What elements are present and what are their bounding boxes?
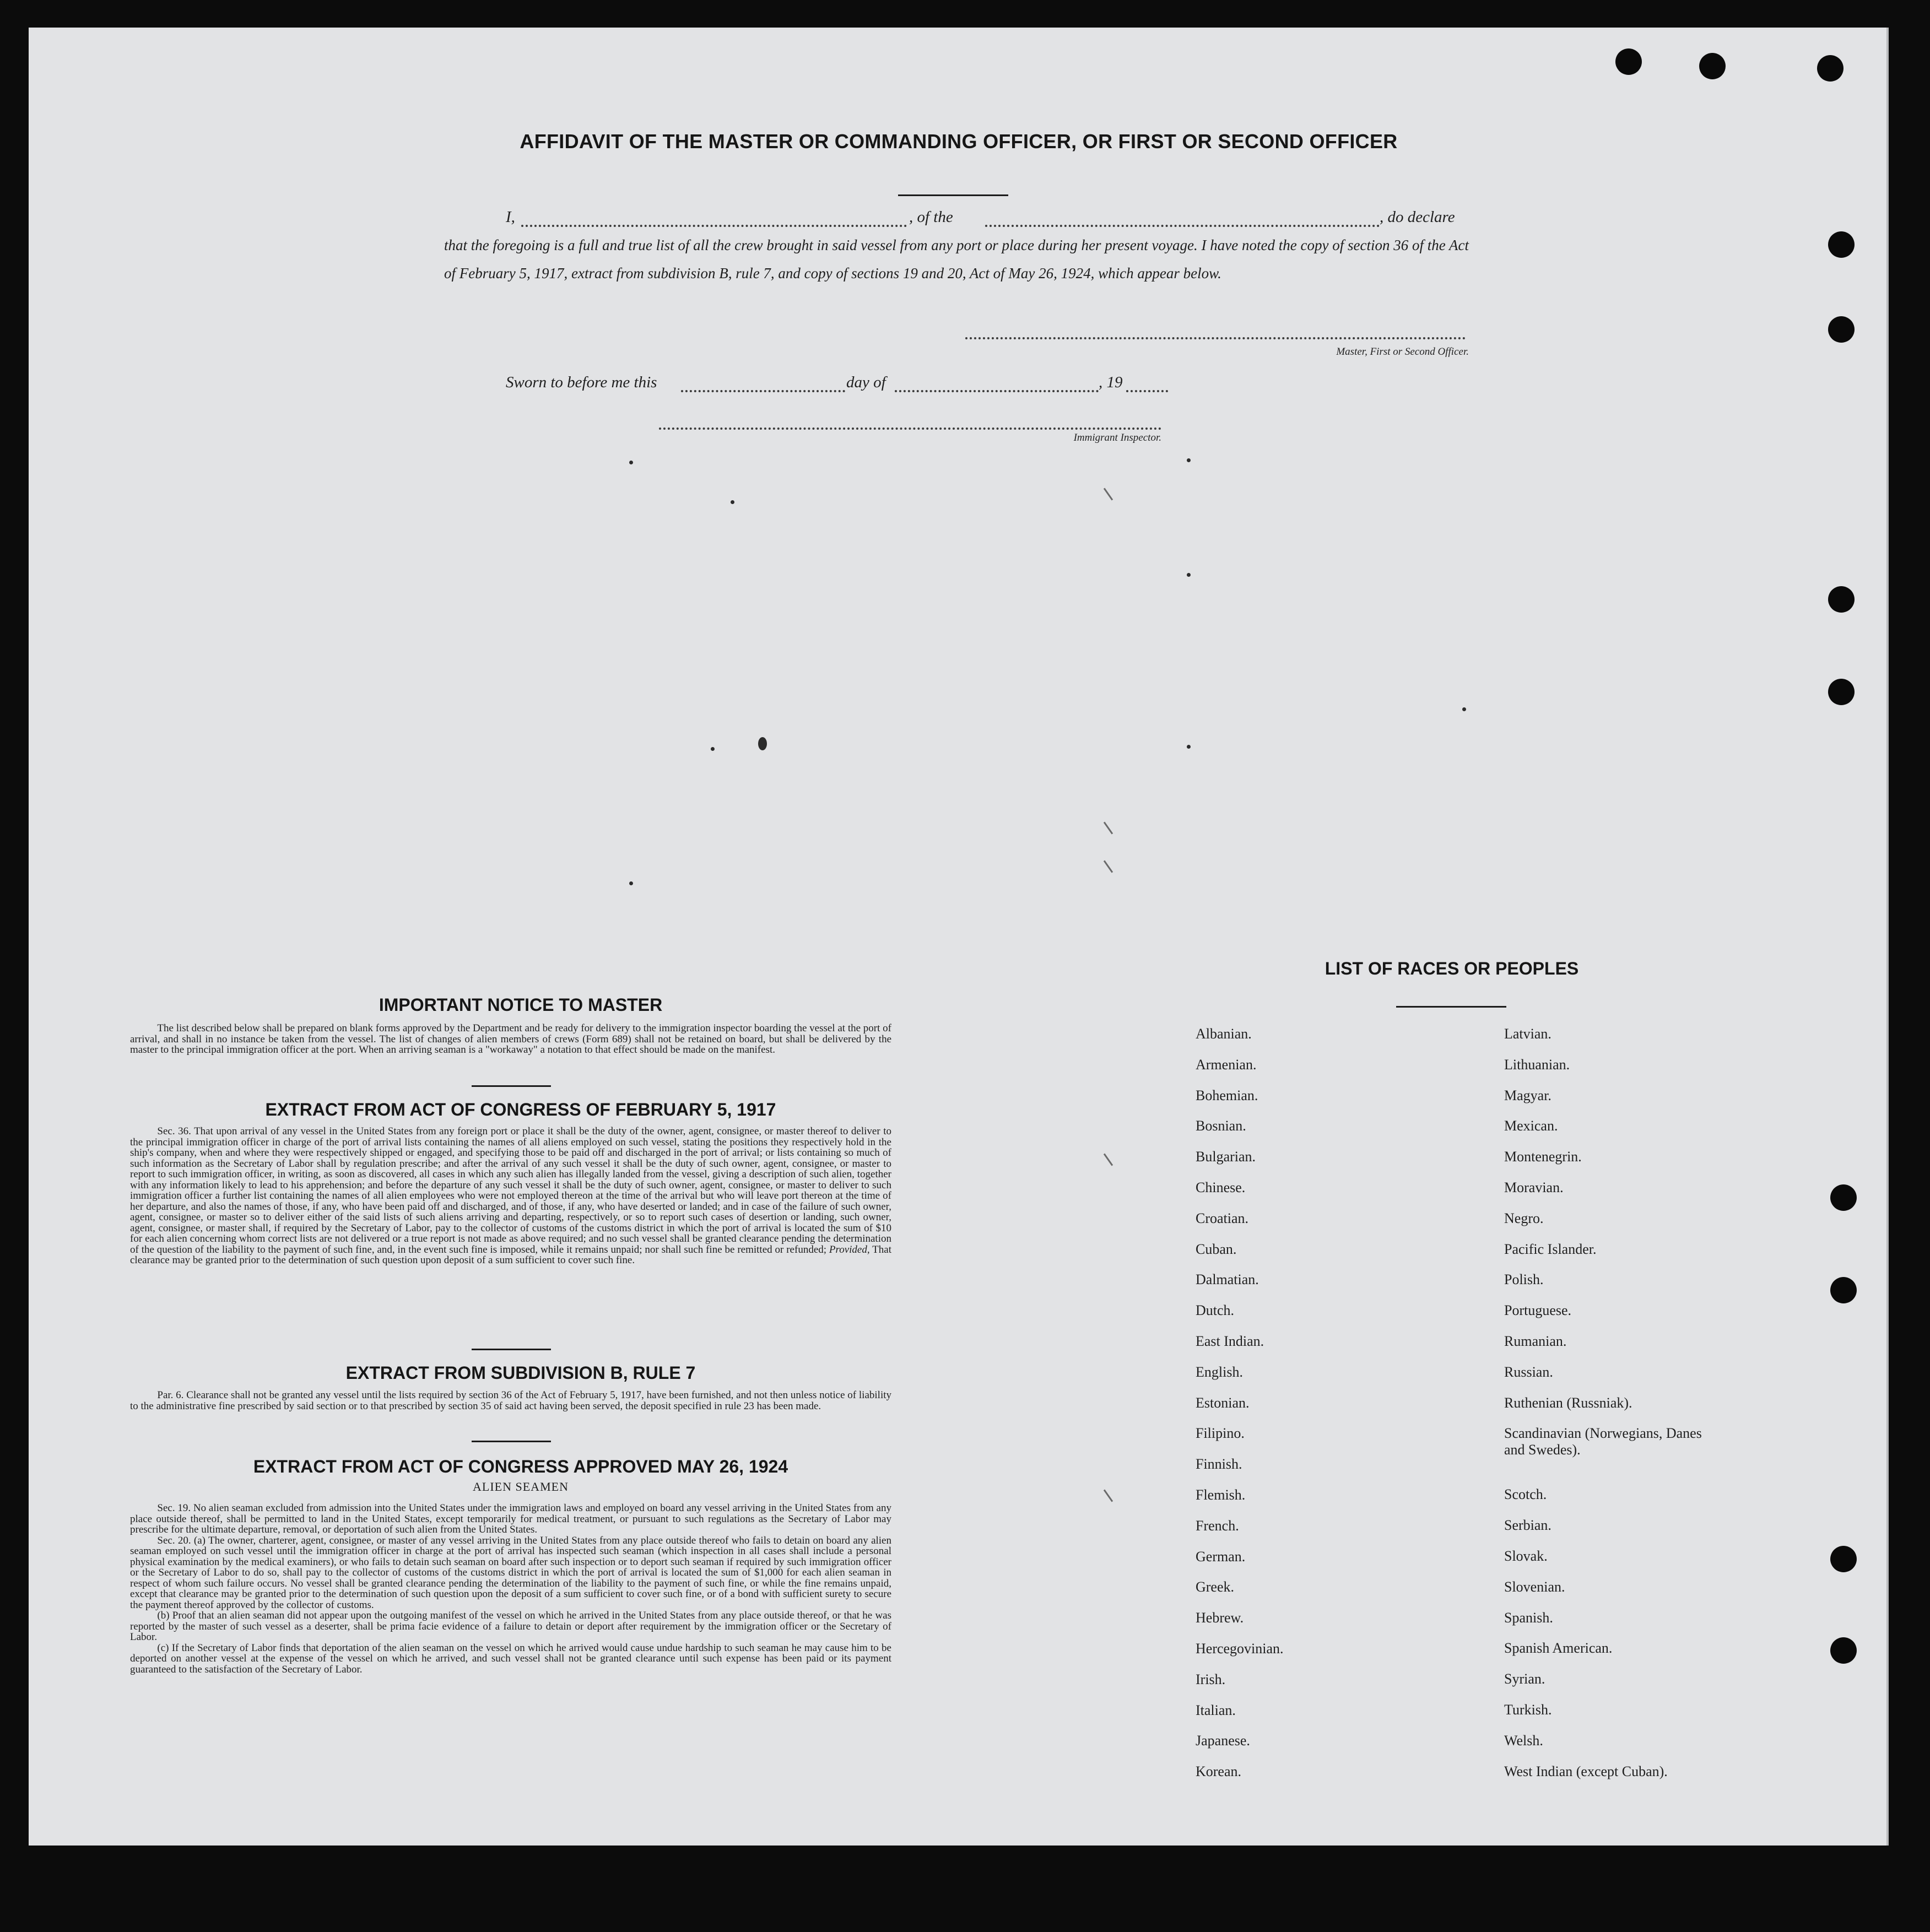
races-right-column [1504, 1026, 1736, 1794]
race-item: Negro. [1504, 1210, 1544, 1226]
inspector-caption: Immigrant Inspector. [1073, 432, 1161, 443]
race-item: Dutch. [1196, 1302, 1235, 1319]
punch-hole [1828, 231, 1855, 258]
race-item: Dalmatian. [1196, 1271, 1259, 1288]
day-of-label: day of [846, 374, 886, 391]
sworn-prefix: Sworn to before me this [506, 374, 657, 391]
race-item: Bosnian. [1196, 1118, 1246, 1134]
race-item: Rumanian. [1504, 1333, 1567, 1349]
act-1924-text [130, 1503, 891, 1675]
punch-hole [1828, 316, 1855, 343]
race-item: Scandinavian (Norwegians, Danes and Swedes). [1504, 1425, 1702, 1458]
punch-hole [1817, 55, 1843, 82]
punch-hole [1828, 679, 1855, 705]
race-item: Turkish. [1504, 1701, 1552, 1718]
race-item: Ruthenian (Russniak). [1504, 1394, 1632, 1411]
race-item: Armenian. [1196, 1056, 1257, 1073]
scan-speck [758, 737, 767, 750]
race-item: Albanian. [1196, 1026, 1252, 1042]
month-blank[interactable] [895, 390, 1099, 392]
race-item: Lithuanian. [1504, 1056, 1570, 1073]
do-declare-label: , do declare [1380, 208, 1455, 226]
race-item: Korean. [1196, 1763, 1242, 1780]
scan-speck [629, 461, 633, 464]
race-item: Welsh. [1504, 1732, 1543, 1749]
section-divider [472, 1085, 551, 1087]
race-item: Latvian. [1504, 1026, 1551, 1042]
notice-heading: IMPORTANT NOTICE TO MASTER [379, 995, 663, 1015]
scan-speck [629, 881, 633, 885]
master-signature-caption: Master, First or Second Officer. [1336, 346, 1469, 358]
race-item: East Indian. [1196, 1333, 1264, 1349]
race-item: Finnish. [1196, 1456, 1242, 1473]
title-divider [898, 194, 1008, 196]
race-item: English. [1196, 1363, 1243, 1380]
rule-7-heading: EXTRACT FROM SUBDIVISION B, RULE 7 [345, 1363, 696, 1383]
race-item: Mexican. [1504, 1118, 1558, 1134]
vessel-blank[interactable] [985, 225, 1380, 227]
section-divider [472, 1441, 551, 1442]
year-blank[interactable] [1126, 390, 1168, 392]
race-item: Filipino. [1196, 1425, 1245, 1442]
act-1924-sec-20b: (b) Proof that an alien seaman did not appear upon the outgoing manifest of the vessel on which he arrived in the United States from any place outside thereof, or that he was reported by the master of such vessel as a deserter, shall be prima facie evidence of a failure to detain or deport after requirement by the immigration officer or the Secretary of Labor. [130, 1610, 891, 1643]
scan-speck [1462, 707, 1466, 711]
race-item: German. [1196, 1548, 1246, 1565]
proviso-text: That clearance may be granted prior to the determination of such question upon deposit of a sum sufficient to cover such fine. [130, 1243, 891, 1266]
i-label: I, [506, 208, 515, 226]
race-item: Slovenian. [1504, 1578, 1565, 1595]
race-item: Slovak. [1504, 1547, 1548, 1564]
race-item: Hebrew. [1196, 1610, 1244, 1626]
race-item: Flemish. [1196, 1486, 1246, 1503]
punch-hole [1830, 1546, 1857, 1572]
proviso-label: Provided, [829, 1243, 870, 1255]
act-1924-heading: EXTRACT FROM ACT OF CONGRESS APPROVED MAY 26, 1924 [253, 1457, 788, 1476]
day-blank[interactable] [681, 390, 845, 392]
races-left-column [1196, 1026, 1460, 1794]
race-item: Scotch. [1504, 1486, 1547, 1503]
race-item: Chinese. [1196, 1179, 1246, 1195]
notice-text [130, 1023, 891, 1056]
scan-speck [731, 500, 734, 504]
rule-7-paragraph: Par. 6. Clearance shall not be granted any vessel until the lists required by section 36 of the Act of February 5, 1917, have been furnished, and not then unless notice of liability to the administrative fine prescribed by said section or to that prescribed by section 35 of said act having been served, the deposit specified in rule 23 has been made. [130, 1389, 891, 1412]
race-item: Cuban. [1196, 1241, 1237, 1257]
punch-hole [1830, 1637, 1857, 1664]
act-1924-sec-19: Sec. 19. No alien seaman excluded from admission into the United States under the immigration laws and employed on board any vessel arriving in the United States from any place outside thereof, shall be permitted to land in the United States, except temporarily for medical treatment, or pursuant to such regulations as the Secretary of Labor may prescribe for the ultimate departure, removal, or deportation of such alien from the United States. [130, 1502, 891, 1535]
inspector-signature-line[interactable] [659, 427, 1161, 430]
punch-hole [1830, 1277, 1857, 1303]
punch-hole [1615, 48, 1642, 75]
race-item: Portuguese. [1504, 1302, 1572, 1319]
affidavit-statement: that the foregoing is a full and true list of all the crew brought in said vessel from any port or place during her present voyage. I have noted the copy of section 36 of the Act of February 5, 1917, extract from subdivision B, rule 7, and copy of sections 19 and 20, Act of May 26, 1924, which appear below. [444, 237, 1469, 282]
race-item: Greek. [1196, 1579, 1235, 1595]
of-the-label: , of the [909, 208, 953, 226]
act-1917-section-36: Sec. 36. That upon arrival of any vessel in the United States from any foreign port or place it shall be the duty of the owner, agent, consignee, or master thereof to deliver to the principal immigration officer in charge of the port of arrival lists containing the names of all aliens employed on such vessel, stating the positions they respectively hold in the ship's company, when and where they were respectively shipped or engaged, and specifying those to be paid off and discharged in the port of arrival; or lists containing so much of such information as the Secretary of Labor shall by regulation prescribe; and after the arrival of any such vessel it shall be the duty of such owner, agent, consignee, or master to report to such immigration officer, in writing, as soon as discovered, all cases in which any such alien has illegally landed from the vessel, giving a description of such alien, together with any information likely to lead to his apprehension; and before the departure of any such vessel it shall be the duty of such owner, agent, consignee, or master to deliver to such immigration officer a further list containing the names of all alien employees who were not employed thereon at the time of the arrival but who will leave port thereon at the time of her departure, and also the names of those, if any, who have been paid off and discharged, and of those, if any, who have deserted or landed; and in case of the failure of such owner, agent, consignee, or master so to deliver either of the said lists of such aliens arriving and departing, respectively, or so to report such cases of desertion or landing, such owner, agent, consignee, or master shall, if required by the Secretary of Labor, pay to the collector of customs of the customs district in which the port of arrival is located the sum of $10 for each alien concerning whom correct lists are not delivered or a true report is not made as above required; and no such vessel shall be granted clearance pending the determination of the question of the liability to the payment of such fine, and, in the event such fine is imposed, while it remains unpaid; nor shall such fine be remitted or refunded; [130, 1125, 891, 1255]
act-1917-text [130, 1126, 891, 1266]
notice-paragraph: The list described below shall be prepared on blank forms approved by the Department and be ready for delivery to the immigration inspector boarding the vessel at the port of arrival, and shall in no instance be taken from the vessel. The list of changes of alien members of crews (Form 689) shall not be retained on board, but shall be delivered by the master to the principal immigration officer at the port. When an arriving seaman is a "workaway" a notation to that effect should be made on the manifest. [130, 1022, 891, 1056]
act-1917-heading: EXTRACT FROM ACT OF CONGRESS OF FEBRUARY 5, 1917 [265, 1100, 776, 1119]
race-item: Japanese. [1196, 1733, 1250, 1749]
section-divider [472, 1349, 551, 1350]
race-item: French. [1196, 1517, 1239, 1534]
races-title-divider [1396, 1006, 1506, 1008]
affidavit-title: AFFIDAVIT OF THE MASTER OR COMMANDING OFFICER, OR FIRST OR SECOND OFFICER [520, 130, 1398, 153]
scan-speck [711, 747, 715, 751]
scan-speck [1187, 458, 1191, 462]
race-item: Croatian. [1196, 1210, 1249, 1226]
race-item: Moravian. [1504, 1179, 1564, 1195]
race-item: Serbian. [1504, 1517, 1551, 1534]
scan-speck [1187, 573, 1191, 577]
year-label: , 19 [1099, 374, 1123, 391]
race-item: Bulgarian. [1196, 1149, 1256, 1165]
scan-speck [1187, 745, 1191, 749]
race-item: Polish. [1504, 1271, 1544, 1288]
act-1924-sec-20c: (c) If the Secretary of Labor finds that deportation of the alien seaman on the vessel on which he arrived would cause undue hardship to such seaman he may cause him to be deported on another vessel at the expense of the vessel on which he arrived, and such vessel shall not be granted clearance until such expense has been paid or its payment guaranteed to the satisfaction of the Secretary of Labor. [130, 1642, 891, 1675]
punch-hole [1830, 1184, 1857, 1211]
race-item: Spanish American. [1504, 1640, 1613, 1657]
race-item: Pacific Islander. [1504, 1241, 1597, 1257]
punch-hole [1699, 53, 1726, 79]
race-item: Russian. [1504, 1363, 1553, 1380]
race-item: Magyar. [1504, 1087, 1551, 1103]
race-item: Italian. [1196, 1702, 1236, 1718]
act-1917-paragraph [130, 1126, 891, 1266]
master-signature-line[interactable] [965, 337, 1466, 339]
race-item: Hercegovinian. [1196, 1640, 1284, 1657]
races-title: LIST OF RACES OR PEOPLES [1324, 959, 1579, 978]
race-item: Syrian. [1504, 1671, 1545, 1687]
race-item: Irish. [1196, 1671, 1226, 1687]
race-item: Spanish. [1504, 1609, 1553, 1626]
rule-7-text [130, 1390, 891, 1411]
race-item: Estonian. [1196, 1394, 1250, 1411]
name-blank[interactable] [521, 225, 907, 227]
punch-hole [1828, 586, 1855, 613]
race-item: Montenegrin. [1504, 1149, 1582, 1165]
alien-seamen-subheading: ALIEN SEAMEN [473, 1480, 569, 1493]
act-1924-sec-20a: Sec. 20. (a) The owner, charterer, agent, consignee, or master of any vessel arriving in the United States from any place outside thereof who fails to detain on board any alien seaman employed on such vessel until the immigration officer in charge at the port of arrival has inspected such seaman (which inspection in all cases shall include a personal physical examination by the medical examiners), or who fails to detain such seaman on board after such inspection or to deport such seaman if required by such immigration officer or the Secretary of Labor to do so, shall pay to the collector of customs of the customs district in which the port of arrival is located the sum of $1,000 for each alien seaman in respect of whom such failure occurs. No vessel shall be granted clearance pending the determination of the liability to the payment of such fine, or while the fine remains unpaid, except that clearance may be granted prior to the determination of such question upon the deposit of a sum sufficient to cover such fine, or of a bond with sufficient surety to secure the payment thereof approved by the collector of customs. [130, 1534, 891, 1611]
race-item: West Indian (except Cuban). [1504, 1763, 1668, 1779]
race-item: Bohemian. [1196, 1087, 1258, 1103]
